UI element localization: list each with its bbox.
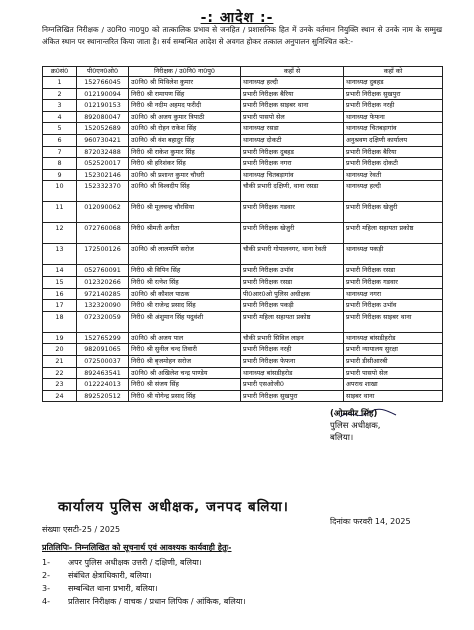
cell-to: प्रभारी न्यायालय सुरक्षा bbox=[344, 344, 443, 356]
table-row bbox=[43, 134, 443, 146]
cell-from: प्रभारी निरीक्षक नरही bbox=[241, 344, 344, 356]
cell-officer: उ0नि0 श्री मिथिलेश कुमार bbox=[129, 77, 241, 89]
cell-officer: निरी0 श्री नदीम अहमद फरीदी bbox=[129, 100, 241, 112]
copy-item-text: अपर पुलिस अधीक्षक उत्तरी / दक्षिणी, बलिया। bbox=[68, 558, 202, 567]
table-row bbox=[43, 300, 443, 312]
cell-pno: 012320266 bbox=[77, 276, 129, 288]
cell-from: प्रभारी निरीक्षक गडवार bbox=[241, 202, 344, 223]
cell-serial: 4 bbox=[43, 111, 77, 123]
cell-serial: 10 bbox=[43, 181, 77, 202]
cell-from: चौकी प्रभारी गोपालनगर, थाना रेवती bbox=[241, 244, 344, 265]
cell-to: थानाध्यक्ष नगरा bbox=[344, 288, 443, 300]
cell-officer: उ0नि0 श्री अखिलेश चन्द्र पाण्डेय bbox=[129, 367, 241, 379]
cell-officer: निरी0 श्री राजेन्द्र प्रसाद सिंह bbox=[129, 300, 241, 312]
cell-officer: निरी0 श्री योगेन्द्र प्रसाद सिंह bbox=[129, 390, 241, 402]
cell-pno: 012190153 bbox=[77, 100, 129, 112]
header-serial: क्र0सं0 bbox=[43, 67, 77, 77]
table-header-row bbox=[43, 67, 443, 77]
cell-serial: 2 bbox=[43, 88, 77, 100]
cell-from: प्रभारी निरीक्षक रसडा bbox=[241, 276, 344, 288]
cell-to: प्रभारी निरीक्षक सुखपुरा bbox=[344, 88, 443, 100]
table-row bbox=[43, 169, 443, 181]
cell-pno: 152765299 bbox=[77, 332, 129, 344]
table-body bbox=[43, 77, 443, 402]
cell-pno: 012090062 bbox=[77, 202, 129, 223]
cell-to: प्रभारी निरीक्षक रसडा bbox=[344, 265, 443, 277]
cell-pno: 072760068 bbox=[77, 223, 129, 244]
copy-item-number: 1- bbox=[42, 558, 50, 567]
table-row bbox=[43, 311, 443, 332]
cell-from: थानाध्यक्ष दोकटी bbox=[241, 134, 344, 146]
copy-list bbox=[42, 556, 442, 608]
cell-pno: 152332370 bbox=[77, 181, 129, 202]
cell-from: प्रभारी निरीक्षक खेजुरी bbox=[241, 223, 344, 244]
cell-pno: 982091065 bbox=[77, 344, 129, 356]
cell-from: चौकी प्रभारी सिविल लाइन bbox=[241, 332, 344, 344]
table-row bbox=[43, 223, 443, 244]
cell-serial: 3 bbox=[43, 100, 77, 112]
table-row bbox=[43, 288, 443, 300]
table-row bbox=[43, 111, 443, 123]
order-date: दिनांकः फरवरी 14, 2025 bbox=[330, 517, 411, 526]
cell-officer: उ0नि0 श्री वंश बहादुर सिंह bbox=[129, 134, 241, 146]
cell-pno: 172500126 bbox=[77, 244, 129, 265]
office-heading: कार्यालय पुलिस अधीक्षक, जनपद बलिया। bbox=[58, 499, 289, 515]
table-row bbox=[43, 100, 443, 112]
table-row bbox=[43, 158, 443, 170]
cell-officer: उ0नि0 श्री अजय पाल bbox=[129, 332, 241, 344]
cell-from: थानाध्यक्ष बांसडीहरोड bbox=[241, 367, 344, 379]
cell-to: थानाध्यक्ष पकड़ी bbox=[344, 244, 443, 265]
cell-pno: 052760091 bbox=[77, 265, 129, 277]
cell-to: साइबर थाना bbox=[344, 390, 443, 402]
cell-to: प्रभारी महिला सहायता प्रकोष्ठ bbox=[344, 223, 443, 244]
copy-list-item bbox=[42, 556, 442, 569]
copy-item-number: 4- bbox=[42, 597, 50, 606]
header-to: कहाँ को bbox=[344, 67, 443, 77]
cell-to: थानाध्यक्ष बांसडीहरोड bbox=[344, 332, 443, 344]
cell-serial: 8 bbox=[43, 158, 77, 170]
cell-officer: निरी0 श्री राकेश कुमार सिंह bbox=[129, 146, 241, 158]
header-pno: पी0एन0ओ0 bbox=[77, 67, 129, 77]
cell-serial: 9 bbox=[43, 169, 77, 181]
cell-officer: उ0नि0 श्री अजय कुमार त्रिपाठी bbox=[129, 111, 241, 123]
copy-item-text: सम्बन्धित थाना प्रभारी, बलिया। bbox=[68, 584, 158, 593]
copy-list-item bbox=[42, 595, 442, 608]
table-row bbox=[43, 367, 443, 379]
cell-pno: 152766045 bbox=[77, 77, 129, 89]
cell-from: प्रभारी महिला सहायता प्रकोष्ठ bbox=[241, 311, 344, 332]
cell-to: प्रभारी निरीक्षक उभॉव bbox=[344, 300, 443, 312]
cell-from: थानाध्यक्ष चितबड़ागांव bbox=[241, 169, 344, 181]
cell-pno: 132320090 bbox=[77, 300, 129, 312]
cell-officer: निरी0 श्री हरिशंकर सिंह bbox=[129, 158, 241, 170]
cell-officer: उ0नि0 श्री रोहन राकेश सिंह bbox=[129, 123, 241, 135]
cell-officer: उ0नि0 श्री कौशल पाठक bbox=[129, 288, 241, 300]
cell-officer: निरी0 श्री रत्नेश सिंह bbox=[129, 276, 241, 288]
signatory-name: (ओमवीर सिंह) bbox=[330, 409, 378, 419]
cell-serial: 1 bbox=[43, 77, 77, 89]
copy-item-number: 3- bbox=[42, 584, 50, 593]
cell-pno: 052520017 bbox=[77, 158, 129, 170]
cell-officer: निरी0 श्री बृजमोहन सरोज bbox=[129, 355, 241, 367]
reference-number: संख्याः एसटी-25 / 2025 bbox=[42, 525, 121, 534]
cell-to: प्रभारी निरीक्षक गडवार bbox=[344, 276, 443, 288]
cell-from: प्रभारी निरीक्षक दुबहड bbox=[241, 146, 344, 158]
table-row bbox=[43, 355, 443, 367]
cell-serial: 22 bbox=[43, 367, 77, 379]
transfer-table bbox=[42, 66, 443, 402]
cell-from: थानाध्यक्ष रसडा bbox=[241, 123, 344, 135]
copy-item-text: संबंधित क्षेत्राधिकारी, बलिया। bbox=[68, 571, 152, 580]
cell-to: प्रभारी डीसीआरबी bbox=[344, 355, 443, 367]
table-row bbox=[43, 332, 443, 344]
cell-to: प्रभारी निरीक्षक बैरिया bbox=[344, 146, 443, 158]
cell-to: प्रभारी निरीक्षक साइबर थाना bbox=[344, 311, 443, 332]
table-row bbox=[43, 77, 443, 89]
cell-officer: निरी0 श्री संजय सिंह bbox=[129, 379, 241, 391]
table-row bbox=[43, 379, 443, 391]
cell-serial: 18 bbox=[43, 311, 77, 332]
cell-from: प्रभारी एसओजी0 bbox=[241, 379, 344, 391]
cell-pno: 892463541 bbox=[77, 367, 129, 379]
table-row bbox=[43, 88, 443, 100]
cell-pno: 012190094 bbox=[77, 88, 129, 100]
cell-to: अनुश्रवण दक्षिणी कार्यालय bbox=[344, 134, 443, 146]
cell-pno: 072320059 bbox=[77, 311, 129, 332]
cell-serial: 17 bbox=[43, 300, 77, 312]
cell-to: थानाध्यक्ष रेवती bbox=[344, 169, 443, 181]
cell-pno: 872032488 bbox=[77, 146, 129, 158]
cell-serial: 7 bbox=[43, 146, 77, 158]
table-row bbox=[43, 181, 443, 202]
order-title: -: आदेश :- bbox=[200, 10, 274, 26]
cell-from: प्रभारी निरीक्षक नगरा bbox=[241, 158, 344, 170]
cell-from: प्रभारी निरीक्षक पकड़ी bbox=[241, 300, 344, 312]
cell-from: प्रभारी निरीक्षक सुखपुरा bbox=[241, 390, 344, 402]
cell-serial: 19 bbox=[43, 332, 77, 344]
cell-serial: 14 bbox=[43, 265, 77, 277]
copy-item-text: प्रतिसार निरीक्षक / वाचक / प्रधान लिपिक / आंकिक, बलिया। bbox=[68, 597, 246, 606]
cell-serial: 24 bbox=[43, 390, 77, 402]
cell-serial: 16 bbox=[43, 288, 77, 300]
cell-to: थानाध्यक्ष हल्दी bbox=[344, 181, 443, 202]
cell-to: प्रभारी निरीक्षक नरही bbox=[344, 100, 443, 112]
cell-serial: 11 bbox=[43, 202, 77, 223]
cell-serial: 23 bbox=[43, 379, 77, 391]
header-from: कहाँ से bbox=[241, 67, 344, 77]
cell-from: प्रभारी निरीक्षक बैरिया bbox=[241, 88, 344, 100]
cell-serial: 6 bbox=[43, 134, 77, 146]
cell-serial: 15 bbox=[43, 276, 77, 288]
cell-pno: 960730421 bbox=[77, 134, 129, 146]
copy-list-item bbox=[42, 569, 442, 582]
cell-officer: निरी0 श्री अंशुमान सिंह यदुवंशी bbox=[129, 311, 241, 332]
table-row bbox=[43, 276, 443, 288]
cell-to: प्रभारी निरीक्षक खेजुरी bbox=[344, 202, 443, 223]
cell-from: पी0आर0ओ पुलिस अधीक्षक bbox=[241, 288, 344, 300]
signatory-designation: पुलिस अधीक्षक, bbox=[330, 421, 381, 431]
cell-officer: निरी0 श्री सुनील चन्द तिवारी bbox=[129, 344, 241, 356]
cell-to: थानाध्यक्ष फेफना bbox=[344, 111, 443, 123]
cell-serial: 12 bbox=[43, 223, 77, 244]
copy-item-number: 2- bbox=[42, 571, 50, 580]
cell-officer: निरी0 श्री मूलचन्द्र चौरसिया bbox=[129, 202, 241, 223]
cell-serial: 21 bbox=[43, 355, 77, 367]
cell-from: प्रभारी पासपो सेल bbox=[241, 111, 344, 123]
table-row bbox=[43, 244, 443, 265]
cell-officer: निरी0 श्री विपिन सिंह bbox=[129, 265, 241, 277]
cell-to: थानाध्यक्ष दुबहड bbox=[344, 77, 443, 89]
cell-serial: 13 bbox=[43, 244, 77, 265]
table-row bbox=[43, 344, 443, 356]
cell-to: थानाध्यक्ष चितबड़ागांव bbox=[344, 123, 443, 135]
cell-to: अपराध शाखा bbox=[344, 379, 443, 391]
cell-officer: उ0नि0 श्री लालमणि सरोज bbox=[129, 244, 241, 265]
cell-pno: 972140285 bbox=[77, 288, 129, 300]
cell-from: प्रभारी निरीक्षक फेफना bbox=[241, 355, 344, 367]
cell-from: थानाध्यक्ष हल्दी bbox=[241, 77, 344, 89]
cell-pno: 892520512 bbox=[77, 390, 129, 402]
table-row bbox=[43, 202, 443, 223]
table-row bbox=[43, 123, 443, 135]
cell-pno: 012224013 bbox=[77, 379, 129, 391]
cell-pno: 072500037 bbox=[77, 355, 129, 367]
signature-block bbox=[330, 408, 450, 444]
cell-from: प्रभारी निरीक्षक उभॉव bbox=[241, 265, 344, 277]
cell-pno: 152302146 bbox=[77, 169, 129, 181]
cell-to: प्रभारी पासपो सेल bbox=[344, 367, 443, 379]
cell-pno: 152052689 bbox=[77, 123, 129, 135]
cell-from: चौकी प्रभारी दक्षिणी, थाना रसडा bbox=[241, 181, 344, 202]
cell-pno: 892080047 bbox=[77, 111, 129, 123]
cell-officer: उ0नि0 श्री प्रशान्त कुमार चौधरी bbox=[129, 169, 241, 181]
cell-from: प्रभारी निरीक्षक साइबर थाना bbox=[241, 100, 344, 112]
cell-officer: निरी0 श्री रामायण सिंह bbox=[129, 88, 241, 100]
cell-serial: 20 bbox=[43, 344, 77, 356]
intro-paragraph: निम्नलिखित निरीक्षक / उ0नि0 ना0पु0 को तात्कालिक प्रभाव से जनहित / प्रशासनिक हित में उनके वर्तमान नियुक्ति स्थान से उनके नाम के सम्मुख अंकित स्थान पर स्थानान्तरित किया जाता है। सर्व सम्बन्धित आदेश से अवगत होकर तत्काल अनुपालन सुनिश्चित करे:- bbox=[42, 25, 442, 46]
table-row bbox=[43, 390, 443, 402]
cell-officer: उ0नि0 श्री विश्वदीप सिंह bbox=[129, 181, 241, 202]
copy-heading: प्रतिलिपिः- निम्नलिखित को सूचनार्थ एवं आवश्यक कार्यवाही हेतुः- bbox=[42, 543, 232, 552]
cell-serial: 5 bbox=[43, 123, 77, 135]
cell-to: प्रभारी निरीक्षक दोकटी bbox=[344, 158, 443, 170]
signatory-place: बलिया। bbox=[330, 433, 354, 443]
header-officer: निरीक्षक / उ0नि0 ना0पु0 bbox=[129, 67, 241, 77]
table-row bbox=[43, 265, 443, 277]
cell-officer: निरी0 श्रीमती अनीता bbox=[129, 223, 241, 244]
copy-list-item bbox=[42, 582, 442, 595]
table-row bbox=[43, 146, 443, 158]
